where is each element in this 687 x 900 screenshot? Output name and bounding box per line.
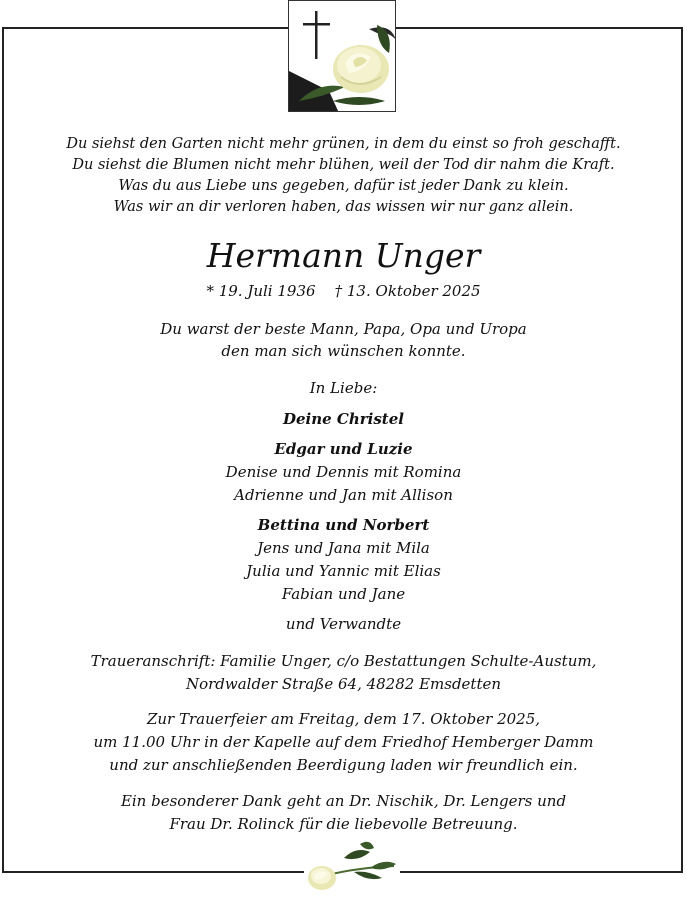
ceremony-line: Zur Trauerfeier am Freitag, dem 17. Oktober 2025, — [146, 710, 541, 728]
address-line: Traueranschrift: Familie Unger, c/o Bestattungen Schulte-Austum, — [90, 652, 597, 670]
poem-line: Du siehst die Blumen nicht mehr blühen, weil der Tod dir nahm die Kraft. — [72, 157, 615, 173]
birth-date: * 19. Juli 1936 — [206, 282, 316, 300]
family-head: Bettina und Norbert — [257, 516, 430, 534]
family-member: Jens und Jana mit Mila — [257, 539, 430, 557]
mourner-wife: Deine Christel — [283, 410, 404, 428]
poem-line: Was du aus Liebe uns gegeben, dafür ist jeder Dank zu klein. — [118, 178, 569, 194]
life-dates — [0, 281, 687, 302]
family-member: Julia und Yannic mit Elias — [246, 562, 441, 580]
family-member: Adrienne und Jan mit Allison — [234, 486, 453, 504]
rose-icon — [333, 45, 389, 93]
thanks-line: Ein besonderer Dank geht an Dr. Nischik, Dr. Lengers und — [120, 792, 567, 810]
family-head: Edgar und Luzie — [274, 440, 413, 458]
death-date: † 13. Oktober 2025 — [334, 282, 481, 300]
family-group-2 — [0, 514, 687, 606]
rose-icon — [308, 866, 336, 890]
deceased-name: Hermann Unger — [206, 236, 481, 275]
poem-line: Was wir an dir verloren haben, das wissen wir nur ganz allein. — [113, 199, 574, 215]
tribute-line: Du warst der beste Mann, Papa, Opa und Uropa — [160, 320, 527, 338]
tribute — [0, 318, 687, 362]
bottom-rose-emblem — [304, 838, 400, 894]
family-member: Fabian und Jane — [281, 585, 406, 603]
mourning-address — [0, 650, 687, 696]
tribute-line: den man sich wünschen konnte. — [221, 342, 466, 360]
cross-rose-emblem — [288, 0, 396, 112]
ceremony-info — [0, 708, 687, 777]
relatives: und Verwandte — [285, 615, 402, 633]
address-line: Nordwalder Straße 64, 48282 Emsdetten — [185, 675, 502, 693]
family-member: Denise und Dennis mit Romina — [225, 463, 462, 481]
thanks — [0, 790, 687, 836]
mourners-intro: In Liebe: — [309, 379, 378, 397]
poem — [0, 134, 687, 218]
ceremony-line: um 11.00 Uhr in der Kapelle auf dem Friedhof Hemberger Damm — [93, 733, 594, 751]
poem-line: Du siehst den Garten nicht mehr grünen, in dem du einst so froh geschafft. — [66, 136, 621, 152]
family-group-1 — [0, 438, 687, 507]
thanks-line: Frau Dr. Rolinck für die liebevolle Betreuung. — [169, 815, 518, 833]
ceremony-line: und zur anschließenden Beerdigung laden wir freundlich ein. — [109, 756, 578, 774]
